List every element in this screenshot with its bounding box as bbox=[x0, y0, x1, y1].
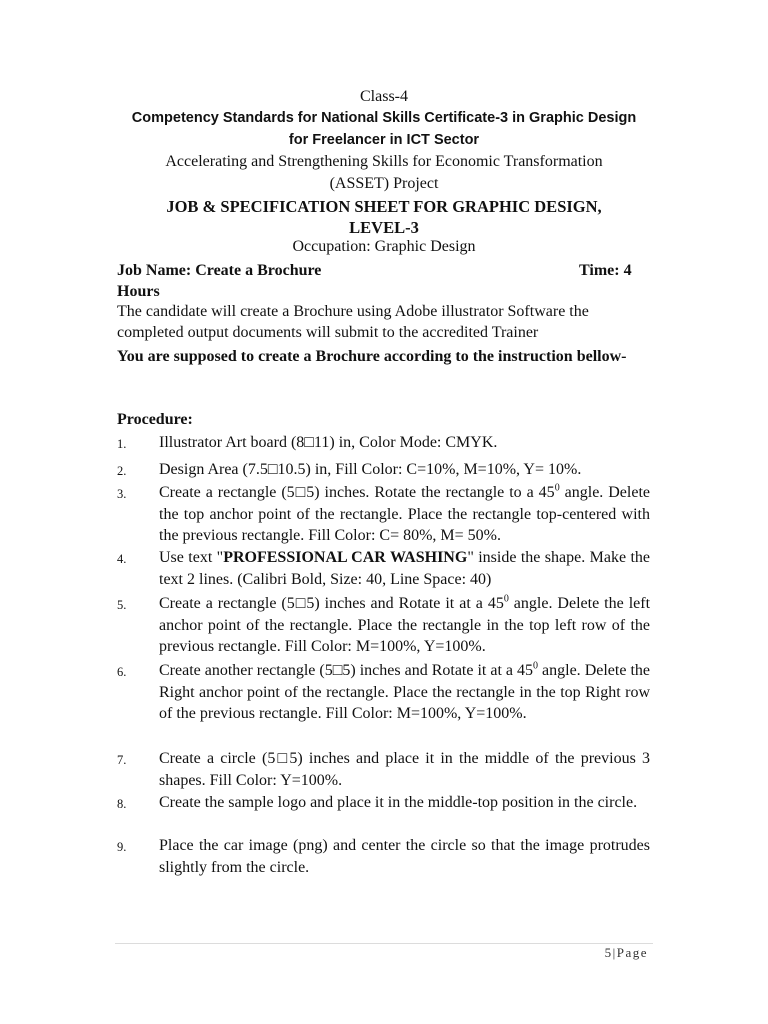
sheet-title-line2: LEVEL-3 bbox=[349, 218, 419, 237]
item-number: 5. bbox=[117, 598, 127, 612]
page-footer bbox=[605, 945, 648, 961]
item-text: Place the car image (png) and center the circle so that the image protrudes slightly from the circle. bbox=[159, 837, 650, 876]
item-text: Use text "PROFESSIONAL CAR WASHING" inside the shape. Make the text 2 lines. (Calibri Bold, Size: 40, Line Space: 40) bbox=[159, 549, 651, 588]
item-number: 1. bbox=[117, 437, 127, 451]
item-number: 8. bbox=[117, 797, 127, 811]
page-number: 5 bbox=[604, 945, 613, 960]
job-description: The candidate will create a Brochure using Adobe illustrator Software the completed output documents will submit to the accredited Trainer bbox=[117, 303, 589, 341]
item-text: Create a circle (5□5) inches and place it in the middle of the previous 3 shapes. Fill Color: Y=100%. bbox=[159, 750, 650, 789]
item-number: 6. bbox=[117, 665, 127, 679]
job-time-unit: Hours bbox=[117, 283, 160, 300]
item-text: Create another rectangle (5□5) inches and Rotate it at a $45^0$ angle. Delete the Right anchor point of the rectangle. Place the rectangle in the top Right row of the previous rectangle. Fill Color: M=100%, Y=100%. bbox=[159, 660, 650, 722]
project-line1: Accelerating and Strengthening Skills for Economic Transformation bbox=[165, 153, 603, 170]
competency-title-line2: for Freelancer in ICT Sector bbox=[288, 132, 480, 148]
item-text: Create the sample logo and place it in the middle-top position in the circle. bbox=[159, 794, 638, 811]
item-number: 7. bbox=[117, 753, 127, 767]
occupation-line: Occupation: Graphic Design bbox=[292, 238, 476, 255]
item-text: Illustrator Art board (8□11) in, Color Mode: CMYK. bbox=[159, 434, 498, 451]
sheet-title-line1: JOB & SPECIFICATION SHEET FOR GRAPHIC DESIGN, bbox=[166, 197, 602, 216]
page-label: Page bbox=[616, 945, 648, 960]
item-text: Create a rectangle (5□5) inches. Rotate the rectangle to a $45^0$ angle. Delete the top anchor point of the rectangle. Place the rectangle top-centered with the previous rectangle. Fill Color: C= 80%, M= 50%. bbox=[159, 482, 651, 544]
project-line2: (ASSET) Project bbox=[329, 175, 439, 192]
item-text: Design Area (7.5□10.5) in, Fill Color: C=10%, M=10%, Y= 10%. bbox=[159, 461, 582, 478]
procedure-heading: Procedure: bbox=[117, 411, 193, 428]
item-text: Create a rectangle (5□5) inches and Rotate it at a $45^0$ angle. Delete the left anchor point of the rectangle. Place the rectangle in the top left row of the previous rectangle. Fill Color: M=100%, Y=100%. bbox=[159, 593, 651, 655]
job-time: Time: 4 bbox=[579, 262, 632, 279]
class-label: Class-4 bbox=[360, 88, 408, 105]
job-name: Job Name: Create a Brochure bbox=[117, 262, 322, 279]
item-number: 9. bbox=[117, 840, 127, 854]
instruction-text: You are supposed to create a Brochure according to the instruction bellow- bbox=[117, 348, 627, 365]
item-number: 3. bbox=[117, 487, 127, 501]
footer-divider bbox=[115, 943, 653, 944]
competency-title-line1: Competency Standards for National Skills Certificate-3 in Graphic Design bbox=[131, 110, 637, 126]
item-number: 4. bbox=[117, 552, 127, 566]
page-separator: | bbox=[612, 945, 617, 960]
item-number: 2. bbox=[117, 464, 127, 478]
